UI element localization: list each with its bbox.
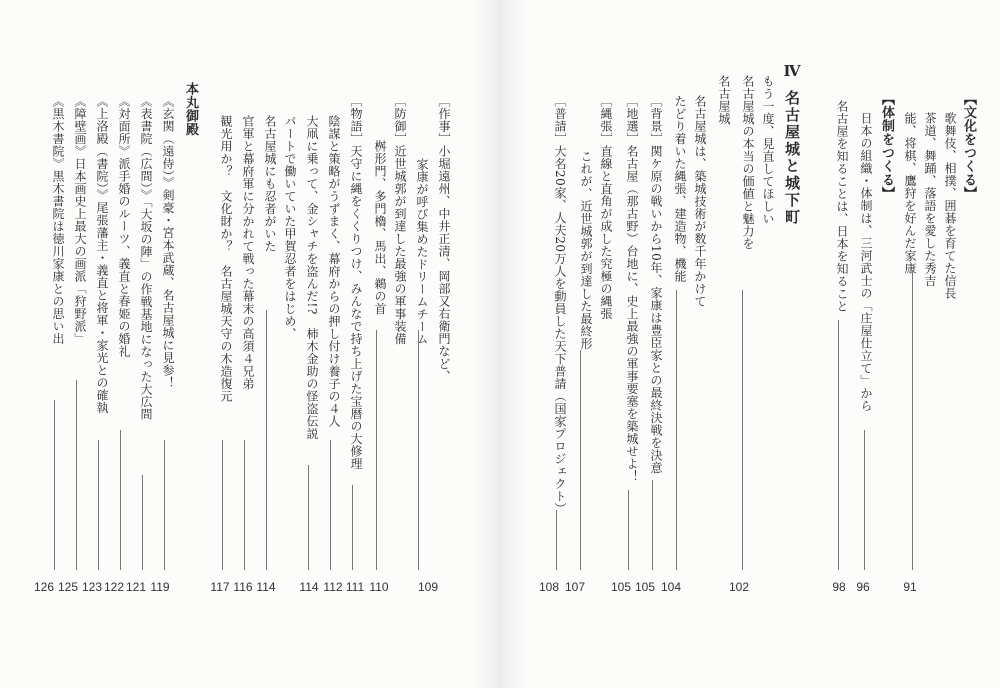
item-text: 近世城郭が到達した最強の軍事装備: [393, 145, 407, 345]
item-label: ［作事］: [437, 95, 451, 145]
page-number: 91: [903, 580, 917, 594]
item-text: 名古屋（那古野）台地に、史上最強の軍事要塞を築城せよ！: [625, 145, 639, 483]
intro-line-2: 名古屋城の本当の価値と魅力を: [741, 75, 755, 250]
honmaru-line-5: 《障壁画》日本画史上最大の画派「狩野派」: [73, 95, 87, 345]
honmaru-heading: 本丸御殿: [183, 82, 198, 136]
item-label: ［防御］: [393, 95, 407, 145]
toc-item-construction: [552, 95, 568, 515]
item-text: 小堀遠州、中井正清、岡部又右衛門など、: [437, 145, 451, 383]
toc-item-works-cont: 家康が呼び集めたドリームチーム: [415, 158, 429, 346]
system-line-2: 名古屋を知ることは、日本を知ること: [835, 100, 849, 313]
leader-rule: [556, 510, 557, 570]
honmaru-line-3: 《対面所》派手婚のルーツ、義直と春姫の婚礼: [117, 95, 131, 358]
toc-item-defense-cont: 桝形門、多門櫓、馬出、鵜の首: [373, 140, 387, 315]
leader-rule: [142, 475, 143, 570]
page-number: 98: [832, 580, 846, 594]
toc-item-defense: [392, 95, 408, 345]
item-label: ［物語］: [349, 95, 363, 145]
page-number: 105: [634, 580, 656, 594]
page-number: 111: [345, 580, 365, 594]
leader-rule: [98, 440, 99, 570]
leader-rule: [244, 440, 245, 570]
page-number: 114: [299, 580, 319, 594]
leader-rule: [628, 490, 629, 570]
story-line-6: 官軍と幕府軍に分かれて戦った幕末の高須４兄弟: [241, 115, 255, 390]
page-number: 102: [728, 580, 750, 594]
toc-item-background: [648, 95, 664, 474]
page-number: 96: [856, 580, 870, 594]
honmaru-line-6: 《黒木書院》黒木書院は徳川家康との思い出: [51, 95, 65, 345]
page-number: 110: [369, 580, 389, 594]
nagoyajo-line-2: たどり着いた縄張、建造物、機能: [673, 95, 687, 283]
page-number: 123: [81, 580, 103, 594]
page-number: 122: [103, 580, 125, 594]
item-label: ［地選］: [625, 95, 639, 145]
chapter-number: Ⅳ: [783, 62, 801, 82]
toc-item-layout-cont: これが、近世城郭が到達した最終形: [579, 150, 593, 350]
leader-rule: [376, 330, 377, 570]
culture-line-1: 歌舞伎、相撲、囲碁を育てた信長: [943, 112, 957, 300]
page-number: 108: [538, 580, 560, 594]
leader-rule: [912, 270, 913, 570]
leader-rule: [266, 310, 267, 570]
story-line-5: 名古屋城にも忍者がいた: [263, 115, 277, 253]
item-text: 大名20家、人夫20万人を動員した天下普請（国家プロジェクト）: [553, 145, 567, 516]
toc-item-works: [436, 95, 452, 383]
toc-item-site: [624, 95, 640, 483]
page-number: 105: [610, 580, 632, 594]
item-label: ［縄張］: [599, 95, 613, 145]
honmaru-line-2: 《表書院（広間）》「大坂の陣」の作戦基地になった大広間: [139, 95, 153, 421]
culture-line-3: 能、将棋、鷹狩を好んだ家康: [903, 112, 917, 275]
toc-item-layout: [598, 95, 614, 320]
book-gutter: [470, 0, 530, 688]
page-number: 125: [57, 580, 79, 594]
system-line-1: 日本の組織・体制は、三河武士の「庄屋仕立て」から: [859, 112, 873, 412]
item-label: ［普請］: [553, 95, 567, 145]
item-text: 天守に縄をくくりつけ、みんなで持ち上げた宝暦の大修理: [349, 145, 363, 470]
leader-rule: [742, 290, 743, 570]
culture-line-2: 茶道、舞踊、落語を愛した秀吉: [923, 112, 937, 287]
item-text: 直線と直角が成した究極の縄張: [599, 145, 613, 320]
nagoyajo-line-1: 名古屋城は、築城技術が数千年かけて: [693, 95, 707, 308]
page-number: 109: [417, 580, 439, 594]
leader-rule: [330, 440, 331, 570]
page-number: 126: [33, 580, 55, 594]
page-number: 117: [210, 580, 230, 594]
culture-heading: 【文化をつくる】: [961, 92, 976, 200]
honmaru-line-1: 《玄関（遠侍）》剣豪・宮本武蔵、名古屋城に見参！: [161, 95, 175, 389]
leader-rule: [308, 465, 309, 570]
story-line-2: 陰謀と策略がうずまく、幕府からの押し付け養子の４人: [327, 115, 341, 428]
leader-rule: [164, 440, 165, 570]
chapter-title: 名古屋城と城下町: [783, 90, 801, 226]
page-number: 119: [150, 580, 170, 594]
story-line-7: 観光用か？ 文化財か？ 名古屋城天守の木造復元: [219, 115, 233, 403]
intro-line-1: もう一度、見直してほしい: [761, 75, 775, 225]
page-number: 104: [660, 580, 682, 594]
story-line-4: パートで働いていた甲賀忍者をはじめ、: [283, 115, 297, 340]
item-label: ［背景］: [649, 95, 663, 145]
nagoyajo-heading: 名古屋城: [717, 75, 731, 125]
leader-rule: [352, 485, 353, 570]
toc-item-story: [348, 95, 364, 470]
honmaru-line-4: 《上洛殿（書院）》尾張藩主・義直と将軍・家光との確執: [95, 95, 109, 414]
leader-rule: [222, 440, 223, 570]
page-number: 107: [564, 580, 586, 594]
leader-rule: [120, 430, 121, 570]
leader-rule: [676, 290, 677, 570]
leader-rule: [54, 400, 55, 570]
page-number: 121: [125, 580, 147, 594]
leader-rule: [580, 350, 581, 570]
leader-rule: [76, 380, 77, 570]
system-heading: 【体制をつくる】: [879, 92, 894, 200]
leader-rule: [838, 320, 839, 570]
page-number: 112: [323, 580, 343, 594]
leader-rule: [418, 330, 419, 570]
page-number: 114: [256, 580, 276, 594]
leader-rule: [864, 430, 865, 570]
page-number: 116: [233, 580, 253, 594]
item-text: 関ケ原の戦いから10年、家康は豊臣家との最終決戦を決意: [649, 145, 663, 474]
story-line-3: 大凧に乗って、金シャチを盗んだ!? 柿木金助の怪盗伝説: [305, 115, 319, 440]
leader-rule: [652, 480, 653, 570]
